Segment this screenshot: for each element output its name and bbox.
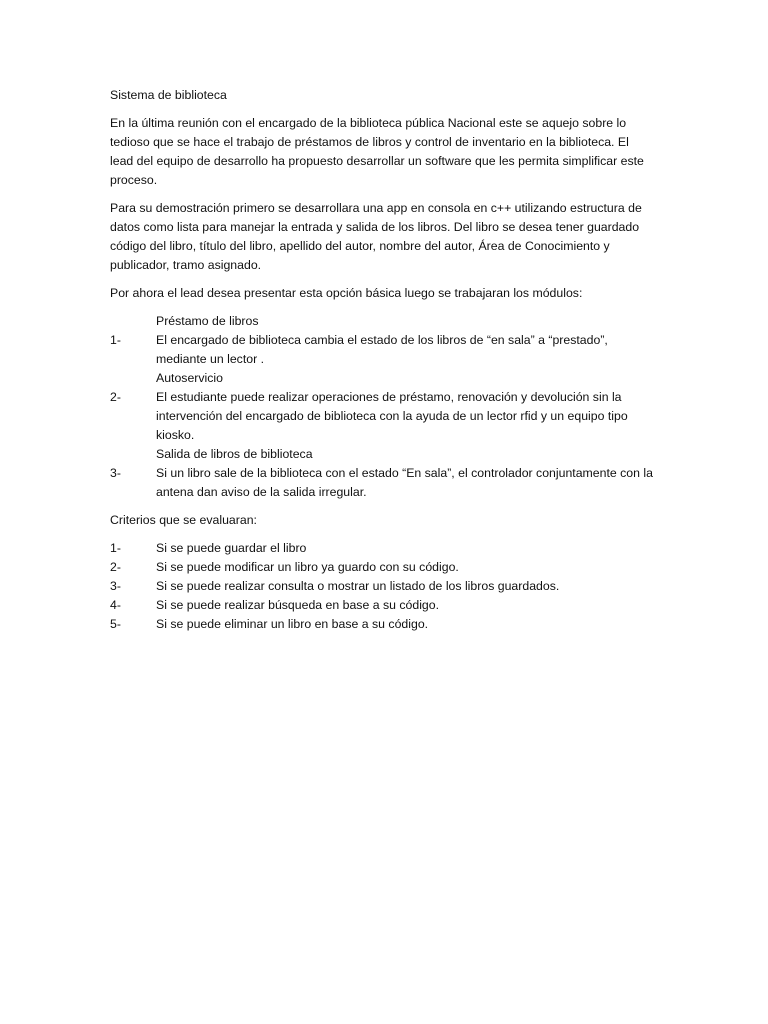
modules-intro-paragraph: Por ahora el lead desea presentar esta opción básica luego se trabajaran los módulos: — [110, 286, 583, 300]
module-heading: Préstamo de libros — [156, 314, 259, 328]
modules-list — [110, 312, 655, 502]
criteria-text: Si se puede guardar el libro — [156, 541, 307, 555]
module-item — [110, 388, 655, 445]
criteria-item — [110, 596, 655, 615]
criteria-item — [110, 615, 655, 634]
list-number: 2- — [110, 390, 121, 404]
document-page — [110, 86, 655, 643]
document-title: Sistema de biblioteca — [110, 88, 227, 102]
demo-paragraph: Para su demostración primero se desarrollara una app en consola en c++ utilizando estructura de datos como lista para manejar la entrada y salida de los libros. Del libro se desea tener guardado código del libro, título del libro, apellido del autor, nombre del autor, Área de Conocimiento y publicador, tramo asignado. — [110, 201, 642, 272]
criteria-text: Si se puede eliminar un libro en base a su código. — [156, 617, 429, 631]
criteria-text: Si se puede modificar un libro ya guardo con su código. — [156, 560, 459, 574]
criteria-item — [110, 539, 655, 558]
list-number: 3- — [110, 466, 121, 480]
module-item — [110, 464, 655, 502]
intro-paragraph: En la última reunión con el encargado de la biblioteca pública Nacional este se aquejo sobre lo tedioso que se hace el trabajo de préstamos de libros y control de inventario en la biblioteca. El lead del equipo de desarrollo ha propuesto desarrollar un software que les permita simplificar este proceso. — [110, 116, 644, 187]
module-heading: Salida de libros de biblioteca — [156, 447, 313, 461]
criteria-item — [110, 577, 655, 596]
list-number: 4- — [110, 598, 121, 612]
list-number: 5- — [110, 617, 121, 631]
list-number: 1- — [110, 333, 121, 347]
criteria-text: Si se puede realizar búsqueda en base a su código. — [156, 598, 440, 612]
module-heading: Autoservicio — [156, 371, 223, 385]
criteria-item — [110, 558, 655, 577]
criteria-list — [110, 539, 655, 634]
list-number: 1- — [110, 541, 121, 555]
module-item — [110, 331, 655, 369]
criteria-heading: Criterios que se evaluaran: — [110, 513, 257, 527]
module-text: El estudiante puede realizar operaciones de préstamo, renovación y devolución sin la intervención del encargado de biblioteca con la ayuda de un lector rfid y un equipo tipo kiosko. — [156, 390, 628, 442]
module-text: El encargado de biblioteca cambia el estado de los libros de “en sala” a “prestado”, mediante un lector . — [156, 333, 608, 366]
list-number: 2- — [110, 560, 121, 574]
criteria-text: Si se puede realizar consulta o mostrar un listado de los libros guardados. — [156, 579, 560, 593]
module-text: Si un libro sale de la biblioteca con el estado “En sala”, el controlador conjuntamente con la antena dan aviso de la salida irregular. — [156, 466, 653, 499]
list-number: 3- — [110, 579, 121, 593]
